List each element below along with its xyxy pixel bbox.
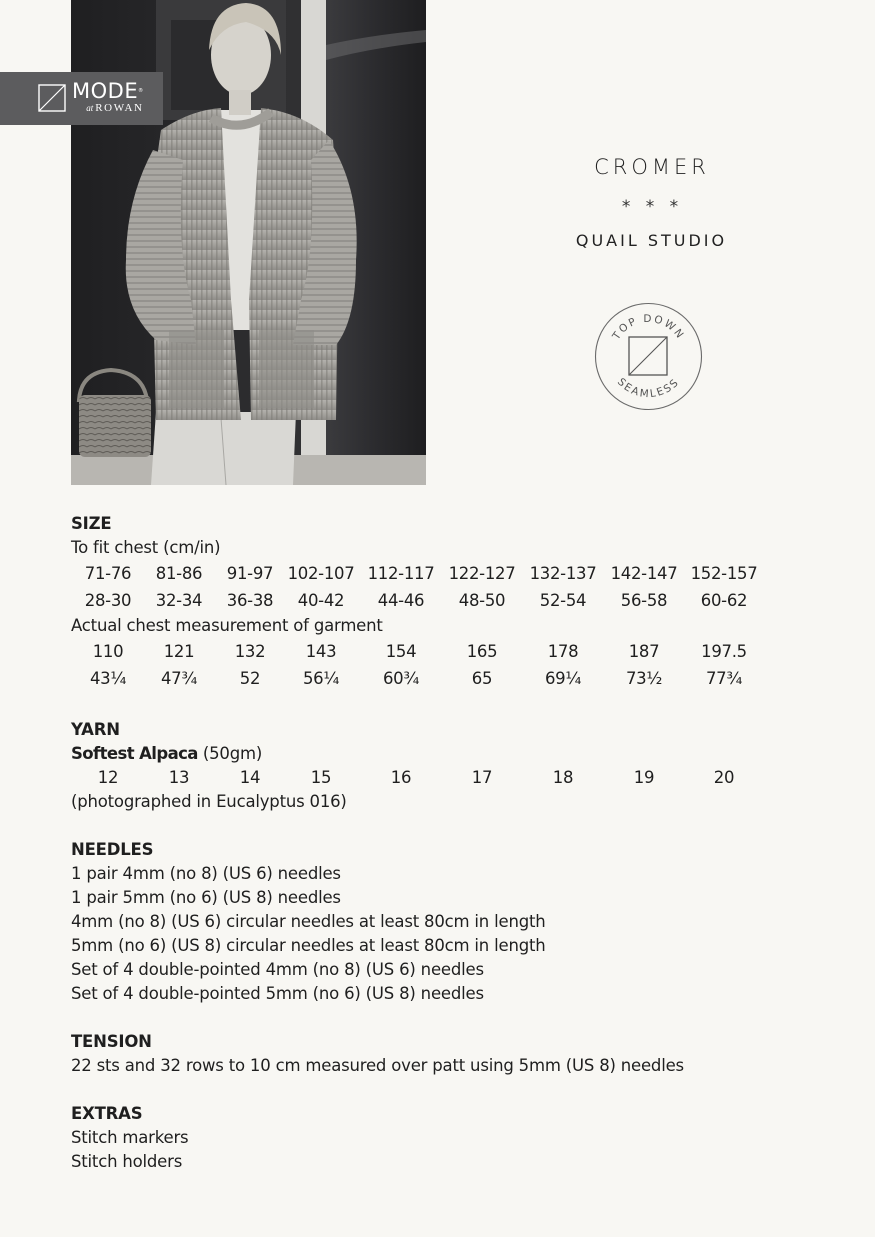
- yarn-qty-cell: 18: [552, 768, 574, 787]
- size-cell: 43¼: [89, 669, 127, 688]
- size-cell: 110: [92, 642, 124, 661]
- size-cell: 73½: [625, 669, 663, 688]
- pattern-title-block: [560, 150, 740, 253]
- logo-rowan-text: at ROWAN: [86, 102, 144, 114]
- size-cell: 48-50: [458, 591, 506, 610]
- size-cell: 165: [466, 642, 498, 661]
- extras-heading: EXTRAS: [71, 1104, 143, 1123]
- needles-heading: NEEDLES: [71, 840, 154, 859]
- fit-chest-label: To fit chest (cm/in): [71, 538, 221, 557]
- size-cell: 40-42: [297, 591, 345, 610]
- size-cell: 77¾: [705, 669, 743, 688]
- size-cell: 122-127: [448, 564, 516, 583]
- size-cell: 32-34: [155, 591, 203, 610]
- pattern-details: [71, 512, 811, 1174]
- yarn-qty-cell: 16: [390, 768, 412, 787]
- brand-logo: [0, 72, 163, 125]
- needle-item: 1 pair 4mm (no 8) (US 6) needles: [71, 864, 341, 883]
- logo-square-icon: [38, 84, 66, 112]
- yarn-qty-cell: 15: [310, 768, 332, 787]
- needle-item: 1 pair 5mm (no 6) (US 8) needles: [71, 888, 341, 907]
- size-cell: 154: [385, 642, 417, 661]
- tension-text: 22 sts and 32 rows to 10 cm measured over patt using 5mm (US 8) needles: [71, 1056, 684, 1075]
- yarn-name: Softest Alpaca: [71, 744, 198, 763]
- size-cell: 132-137: [529, 564, 597, 583]
- size-cell: 56-58: [620, 591, 668, 610]
- size-cell: 60-62: [700, 591, 748, 610]
- size-cell: 178: [547, 642, 579, 661]
- yarn-qty-cell: 20: [713, 768, 735, 787]
- svg-text:SEAMLESS: SEAMLESS: [614, 375, 683, 401]
- yarn-weight: (50gm): [202, 744, 263, 763]
- size-cell: 152-157: [690, 564, 758, 583]
- size-cell: 52: [239, 669, 261, 688]
- logo-mode-text: MODE®: [72, 79, 144, 103]
- needle-item: Set of 4 double-pointed 5mm (no 6) (US 8) needles: [71, 984, 484, 1003]
- fit-cm-row: [71, 560, 811, 587]
- yarn-qty-cell: 19: [633, 768, 655, 787]
- fit-in-row: [71, 587, 811, 614]
- yarn-qty-cell: 14: [239, 768, 261, 787]
- actual-chest-label: Actual chest measurement of garment: [71, 616, 383, 635]
- size-cell: 187: [628, 642, 660, 661]
- extras-item: Stitch holders: [71, 1152, 183, 1171]
- actual-cm-row: [71, 638, 811, 665]
- size-cell: 71-76: [84, 564, 132, 583]
- needle-item: 4mm (no 8) (US 6) circular needles at least 80cm in length: [71, 912, 546, 931]
- size-cell: 52-54: [539, 591, 587, 610]
- svg-text:TOP DOWN: TOP DOWN: [610, 312, 687, 343]
- size-cell: 60¾: [382, 669, 420, 688]
- yarn-name-line: [71, 742, 811, 766]
- size-heading: SIZE: [71, 514, 112, 533]
- tension-heading: TENSION: [71, 1032, 152, 1051]
- size-cell: 121: [163, 642, 195, 661]
- size-cell: 36-38: [226, 591, 274, 610]
- size-cell: 132: [234, 642, 266, 661]
- size-cell: 28-30: [84, 591, 132, 610]
- title-separator: * * *: [621, 197, 684, 217]
- yarn-colour-note: (photographed in Eucalyptus 016): [71, 792, 347, 811]
- needle-item: 5mm (no 6) (US 8) circular needles at least 80cm in length: [71, 936, 546, 955]
- size-cell: 81-86: [155, 564, 203, 583]
- size-cell: 197.5: [701, 642, 747, 661]
- size-cell: 65: [471, 669, 493, 688]
- size-cell: 142-147: [610, 564, 678, 583]
- designer-name: QUAIL STUDIO: [575, 231, 728, 250]
- yarn-qty-cell: 12: [97, 768, 119, 787]
- yarn-quantity-row: [71, 766, 811, 790]
- needle-item: Set of 4 double-pointed 4mm (no 8) (US 6) needles: [71, 960, 484, 979]
- yarn-qty-cell: 17: [471, 768, 493, 787]
- extras-item: Stitch markers: [71, 1128, 189, 1147]
- yarn-heading: YARN: [71, 720, 120, 739]
- size-cell: 44-46: [377, 591, 425, 610]
- yarn-qty-cell: 13: [168, 768, 190, 787]
- size-cell: 69¼: [544, 669, 582, 688]
- actual-in-row: [71, 665, 811, 692]
- logo-wordmark: [72, 81, 144, 114]
- size-cell: 143: [305, 642, 337, 661]
- size-cell: 102-107: [287, 564, 355, 583]
- top-down-seamless-badge-icon: [594, 302, 703, 411]
- size-cell: 91-97: [226, 564, 274, 583]
- size-cell: 47¾: [160, 669, 198, 688]
- size-cell: 112-117: [367, 564, 435, 583]
- size-cell: 56¼: [302, 669, 340, 688]
- pattern-title: CROMER: [594, 155, 710, 179]
